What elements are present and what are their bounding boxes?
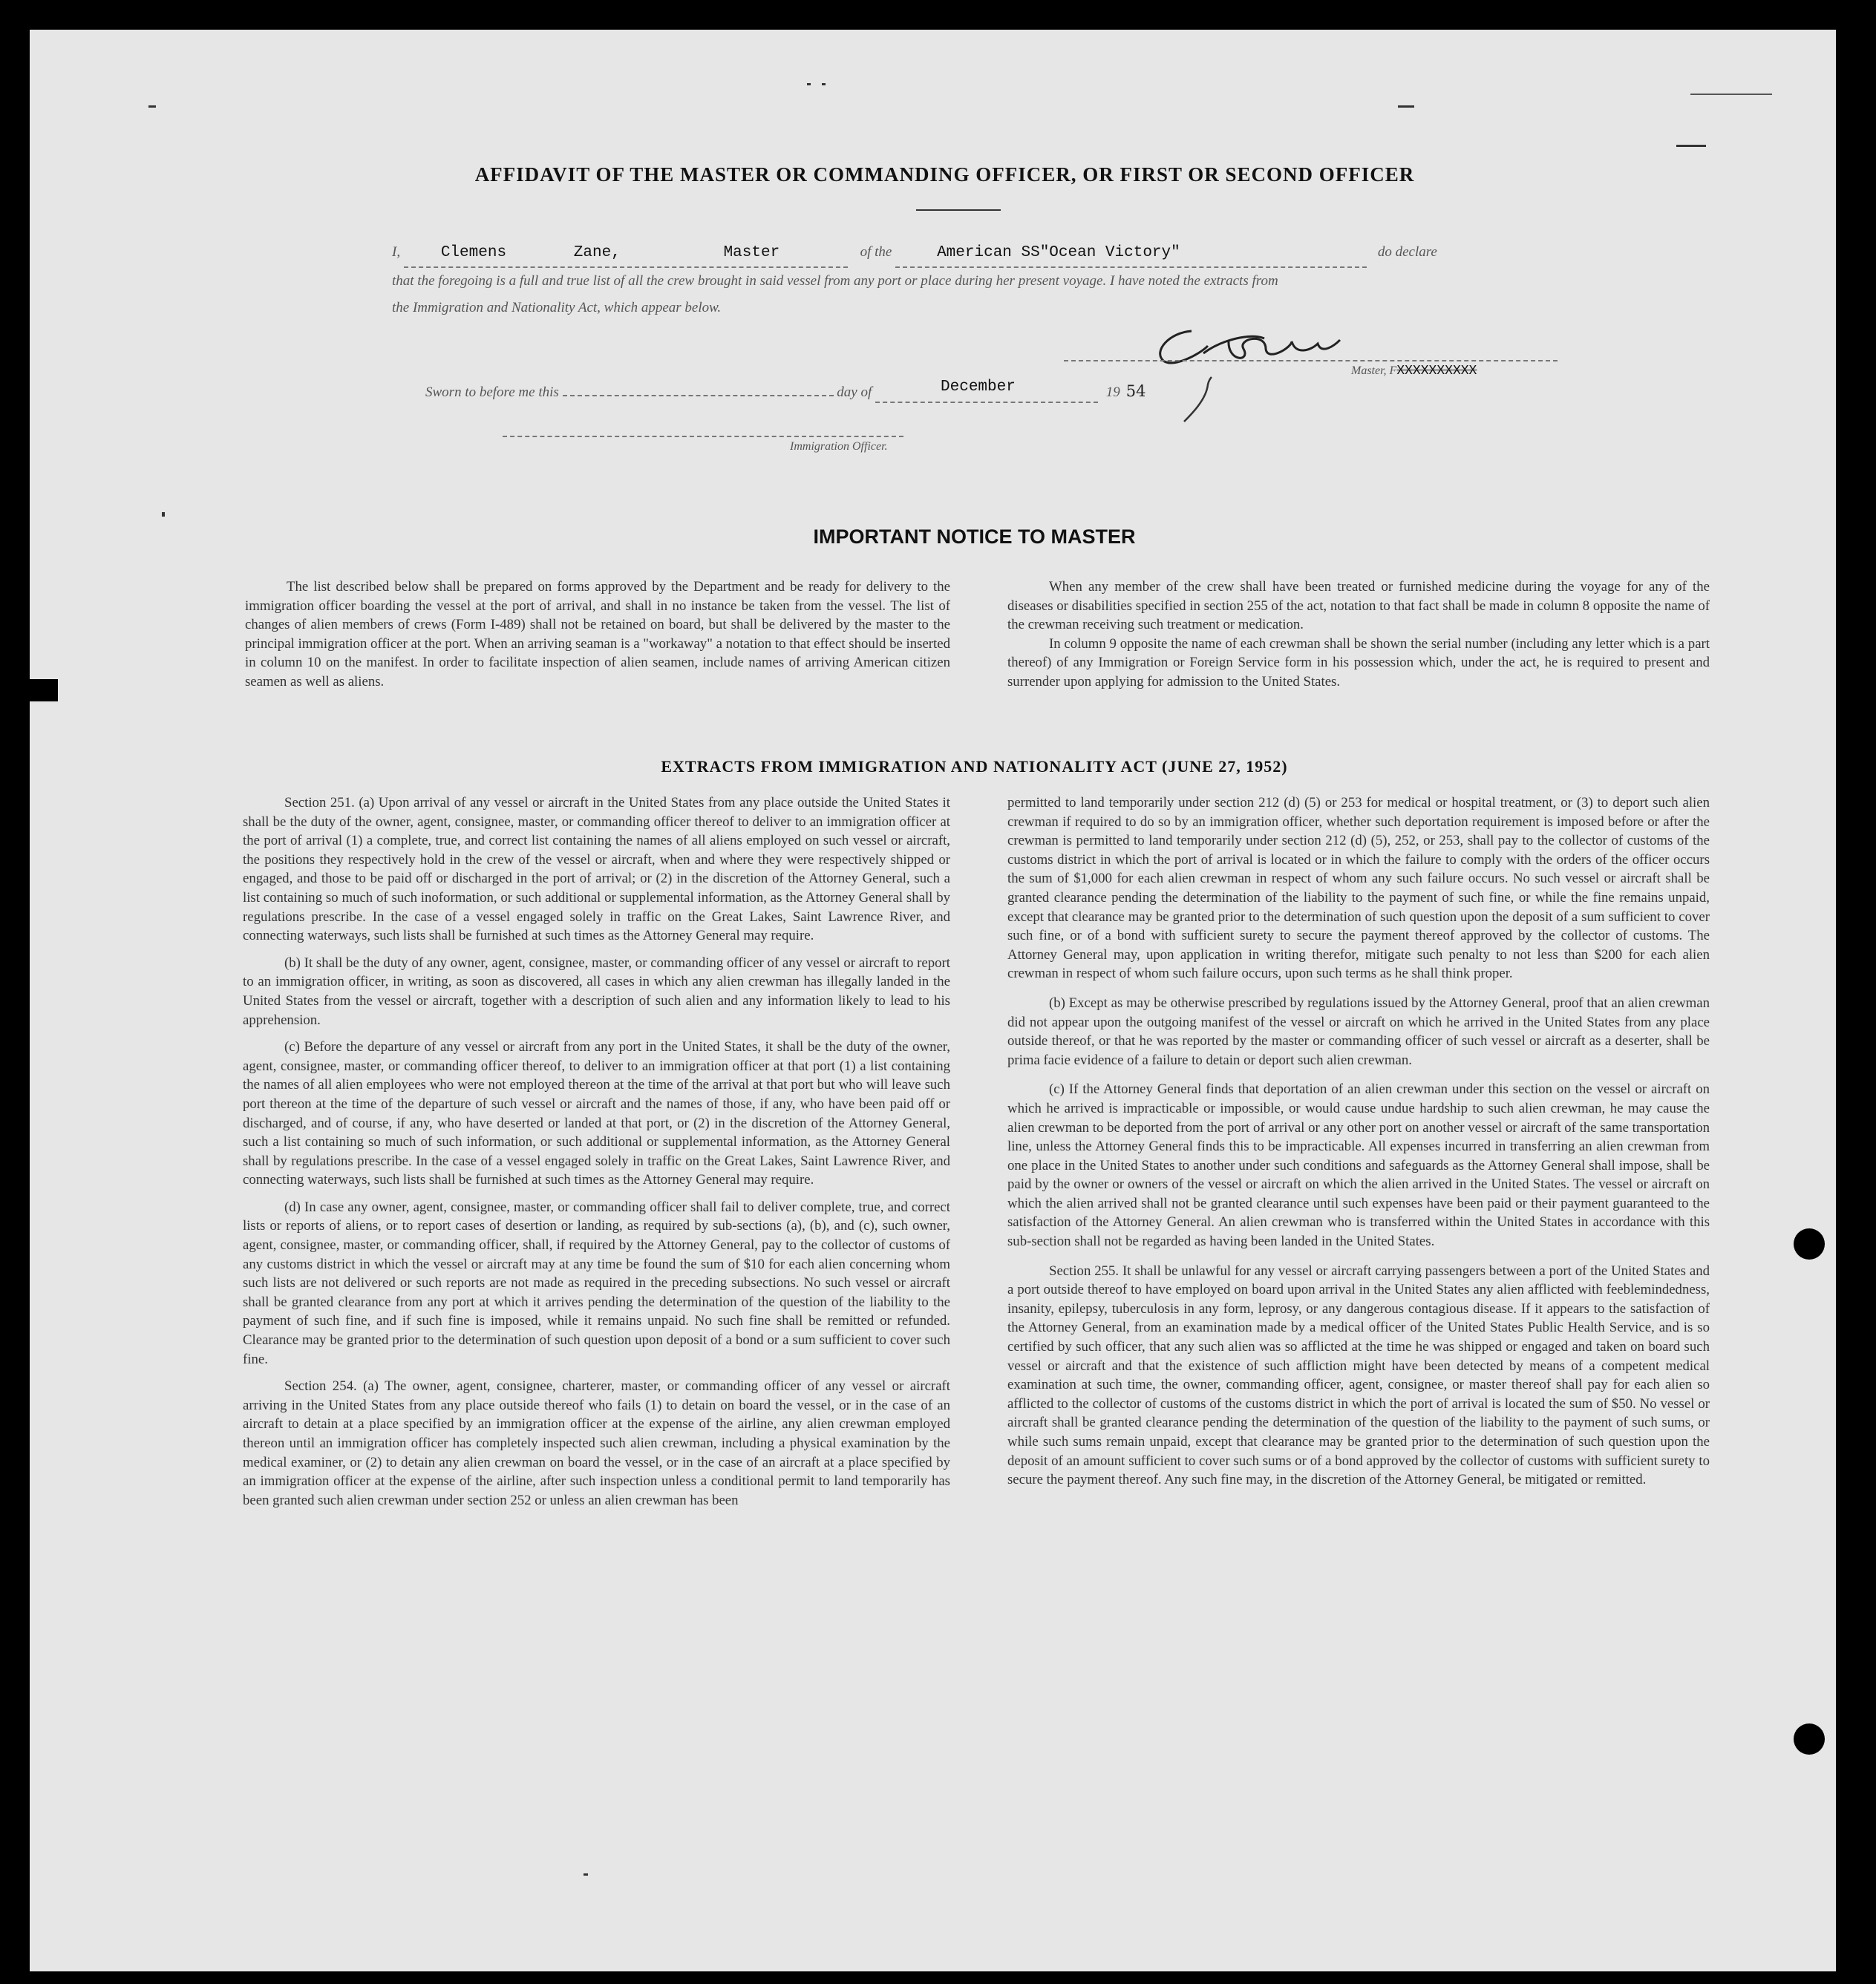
struck-titles: XXXXXXXXXX [1396,364,1477,379]
affidavit-title: AFFIDAVIT OF THE MASTER OR COMMANDING OFFICER, OR FIRST OR SECOND OFFICER [474,163,1415,186]
section-251-a: Section 251. (a) Upon arrival of any vessel or aircraft in the United States from any place outside the United States it shall be the duty of the owner, agent, consignee, master, or commanding officer thereof to deliver to an immigration officer at the port of arrival (1) a complete, true, and correct list containing the names of all aliens employed on such vessel or aircraft, the positions they respectively hold in the crew of the vessel or aircraft, when and where they were respectively shipped or engaged, and those to be paid off or discharged in the port of arrival; or (2) in the discretion of the Attorney General, such a list containing so much of such inoformation, or such additional or supplemental information, as the Attorney General shall by regulations prescribe. In the case of a vessel engaged solely in traffic on the Great Lakes, Saint Lawrence River, and connecting waterways, such lists shall be furnished at such times as the Attorney General may require. [243,795,950,944]
notice-paragraph: When any member of the crew shall have been treated or furnished medicine during the voyage for any of the diseases or disabilities specified in section 255 of the act, notation to that fact shall be made in column 8 opposite the name of the crewman receiving such treatment or medication. [1007,579,1710,633]
sworn-prefix: Sworn to before me this [425,384,559,400]
section-254-c: (c) If the Attorney General finds that deportation of an alien crewman under this section on the vessel or aircraft on which he arrived is impracticable or impossible, or would cause undue hardship to such alien crewman, he may cause the alien crewman to be deported from the port of arrival or any other port on another vessel or aircraft of the same transportation line, unless the Attorney General finds this to be impracticable. All expenses incurred in transferring an alien crewman from one place in the United States to another under such conditions and safeguards as the Attorney General shall impose, shall be paid by the owner or owners of the vessel or aircraft on which the alien arrived in the United States. The vessel or aircraft on which the alien arrived shall not be granted clearance until such expenses have been paid or their payment guaranteed to the satisfaction of the Attorney General. An alien crewman who is transferred within the United States in accordance with this sub-section shall not be regarded as having been landed in the United States. [1007,1081,1710,1250]
document-page [30,30,1836,1971]
extracts-left-column [243,793,950,1518]
day-of-label: day of [837,384,872,400]
speck [822,83,826,85]
sworn-month-field [875,379,1098,403]
master-rank: Master [723,244,780,261]
section-254-a-continued: permitted to land temporarily under section 212 (d) (5) or 253 for medical or hospital treatment, or (3) to deport such alien crewman if required to do so by an immigration officer, whether such deportation requirement is imposed before or after the crewman is permitted to land temporarily under section 212 (d) (5), 252, or 253, shall pay to the collector of customs of the customs district in which the port of arrival is located or in which the failure to comply with the orders of the officer occurs the sum of $1,000 for each alien crewman in respect of whom any such failure occurs. No such vessel or aircraft shall be granted clearance pending the determination of the liability to the payment of such fine, or while the fine remains unpaid, except that clearance may be granted prior to the determination of such question upon the deposit of a sum sufficient to cover such fine, or of a bond with sufficient surety to secure the payment thereof approved by the collector of customs. The Attorney General may, upon application in writing therefor, mitigate such penalty to not less than $200 for each alien crewman in respect of whom such failure occurs, upon such terms as he shall think proper. [1007,795,1710,982]
speck [148,105,156,108]
section-254-a: Section 254. (a) The owner, agent, consignee, charterer, master, or commanding officer of any vessel or aircraft arriving in the United States from any place outside thereof who fails (1) to detain on board the vessel, or in the case of an aircraft to detain at a place specified by an immigration officer at the expense of the airline, any alien crewman employed thereon until an immigration officer has completely inspected such alien crewman, including a physical examination by the medical examiner, or (2) to detain any alien crewman on board the vessel, or in the case of an aircraft at a place specified by an immigration officer at the expense of the airline, after such inspection unless a conditional permit to land temporarily has been granted such alien crewman under section 252 or unless an alien crewman has been [243,1378,950,1508]
section-251-c: (c) Before the departure of any vessel or aircraft from any port in the United States, it shall be the duty of the owner, agent, consignee, master, or commanding officer thereof, to deliver to an immigration officer at that port (1) a list containing the names of all alien employees who were not employed thereon at the time of the arrival at that port but who will leave such port thereon at the time of the departure of such vessel or aircraft and the names of those, if any, who have been paid off or discharged, and of course, if any, who have deserted or landed at that port, or (2) in the discretion of the Attorney General, such a list containing so much of such information, or such additional or supplemental information, as the Attorney General shall by regulations prescribe. In the case of a vessel engaged solely in traffic on the Great Lakes, Saint Lawrence River, and connecting waterways, such lists shall be furnished at such times as the Attorney General may require. [243,1039,950,1188]
master-last-name: Zane, [573,244,621,261]
speck [1690,94,1772,95]
do-declare-label: do declare [1377,244,1437,260]
vessel-name: American SS"Ocean Victory" [937,244,1180,261]
speck [1676,145,1706,147]
officer-caption: Immigration Officer. [790,440,888,453]
i-word: I, [392,244,401,260]
extracts-right-column [1007,793,1710,1498]
notice-left-column [245,577,950,692]
speck [807,83,811,85]
sworn-month: December [941,379,1016,396]
declaration [392,239,1558,321]
name-rank-field [404,239,848,268]
signature-caption [1351,364,1477,379]
notice-right-column [1007,577,1710,692]
extracts-title: EXTRACTS FROM IMMIGRATION AND NATIONALITY ACT (JUNE 27, 1952) [661,757,1288,776]
title-rule [916,209,1001,211]
section-251-b: (b) It shall be the duty of any owner, agent, consignee, master, or commanding officer of any vessel or aircraft to report to an immigration officer, in writing, as soon as discovered, all cases in which any alien crewman has illegally landed in the United States from the vessel or aircraft, together with a description of such alien and any information likely to lead to his apprehension. [243,955,950,1028]
notice-paragraph: The list described below shall be prepared on forms approved by the Department and be ready for delivery to the immigration officer boarding the vessel at the port of arrival, and shall in no instance be taken from the vessel. The list of changes of alien members of crews (Form I-489) shall not be retained on board, but shall be delivered by the master to the principal immigration officer at the port. When an arriving seaman is a "workaway" a notation to that effect should be inserted in column 10 on the manifest. In order to facilitate inspection of alien seamen, include names of arriving American citizen seamen as well as aliens. [245,579,950,690]
master-signature [1140,310,1347,429]
master-first-name: Clemens [440,244,507,261]
notice-title: IMPORTANT NOTICE TO MASTER [813,526,1136,548]
sworn-year: 54 [1125,382,1146,400]
section-254-b: (b) Except as may be otherwise prescribed by regulations issued by the Attorney General, proof that an alien crewman did not appear upon the outgoing manifest of the vessel or aircraft on which he arrived in the United States from any place outside thereof, or that he was reported by the master or commanding officer of such vessel or aircraft as a deserter, shall be prima facie evidence of a failure to detain or deport such alien crewman. [1007,995,1710,1068]
sworn-statement [425,379,1146,403]
signature-line [1064,360,1558,361]
speck [1398,105,1414,108]
speck [162,512,165,517]
section-255: Section 255. It shall be unlawful for any vessel or aircraft carrying passengers between a port of the United States and a port outside thereof to have employed on board upon arrival in the United States any alien afflicted with feeblemindedness, insanity, epilepsy, tuberculosis in any form, leprosy, or any dangerous contagious disease. If it appears to the satisfaction of the Attorney General, from an examination made by a medical officer of the United States Public Health Service, and is so certified by such officer, that any such alien was so afflicted at the time he was shipped or engaged and taken on board such vessel or aircraft and that the existence of such affliction might have been detected by means of a competent medical examination at such time, the owner, commanding officer, agent, consignee, or master thereof shall pay for each alien so afflicted to the collector of customs of the customs district in which the port of arrival is located the sum of $50. No vessel or aircraft shall be granted clearance pending the determination of the question of the liability to the payment of such sums, or while such sums remain unpaid, except that clearance may be granted prior to the determination of such question upon the deposit of an amount sufficient to cover such sums or of a bond approved by the collector of customs with sufficient surety to secure the payment thereof. Any such fine may, in the discretion of the Attorney General, be mitigated or remitted. [1007,1263,1710,1488]
signature-role-label: Master, F [1351,364,1397,377]
declaration-line-2: that the foregoing is a full and true list of all the crew brought in said vessel from any port or place during her present voyage. I have noted the extracts from [392,273,1278,289]
officer-signature-line [503,436,903,437]
punch-hole [1794,1228,1825,1260]
punch-hole [1794,1723,1825,1755]
speck [584,1873,588,1876]
section-251-d: (d) In case any owner, agent, consignee, master, or commanding officer shall fail to deliver complete, true, and correct lists or reports of aliens, or to report cases of desertion or landing, as required by sub-sections (a), (b), and (c), such owner, agent, consignee, master, or commanding officer, shall, if required by the Attorney General, pay to the collector of customs of any customs district in which the vessel or aircraft may at any time be found the sum of $10 for each alien concerning whom such lists are not delivered or such reports are not made as required in the preceding subsections. No such vessel or aircraft shall be granted clearance from any port at which it arrives pending the determination of the question of the liability to the payment of such fine, and if such fine is imposed, while it remains unpaid. No such fine shall be remitted or refunded. Clearance may be granted prior to the determination of such question upon deposit of a bond or a sum sufficient to cover such fine. [243,1199,950,1367]
year-prefix: 19 [1105,384,1120,400]
page-notch [30,679,58,701]
of-the-label: of the [860,244,892,260]
declaration-line-3: the Immigration and Nationality Act, which appear below. [392,300,722,315]
vessel-field [895,239,1367,268]
declaration-line-1 [392,239,1558,268]
sworn-day-field [563,395,834,396]
notice-paragraph: In column 9 opposite the name of each crewman shall be shown the serial number (including any letter which is a part thereof) of any Immigration or Foreign Service form in his possession which, under the act, he is required to present and surrender upon applying for admission to the United States. [1007,635,1710,690]
